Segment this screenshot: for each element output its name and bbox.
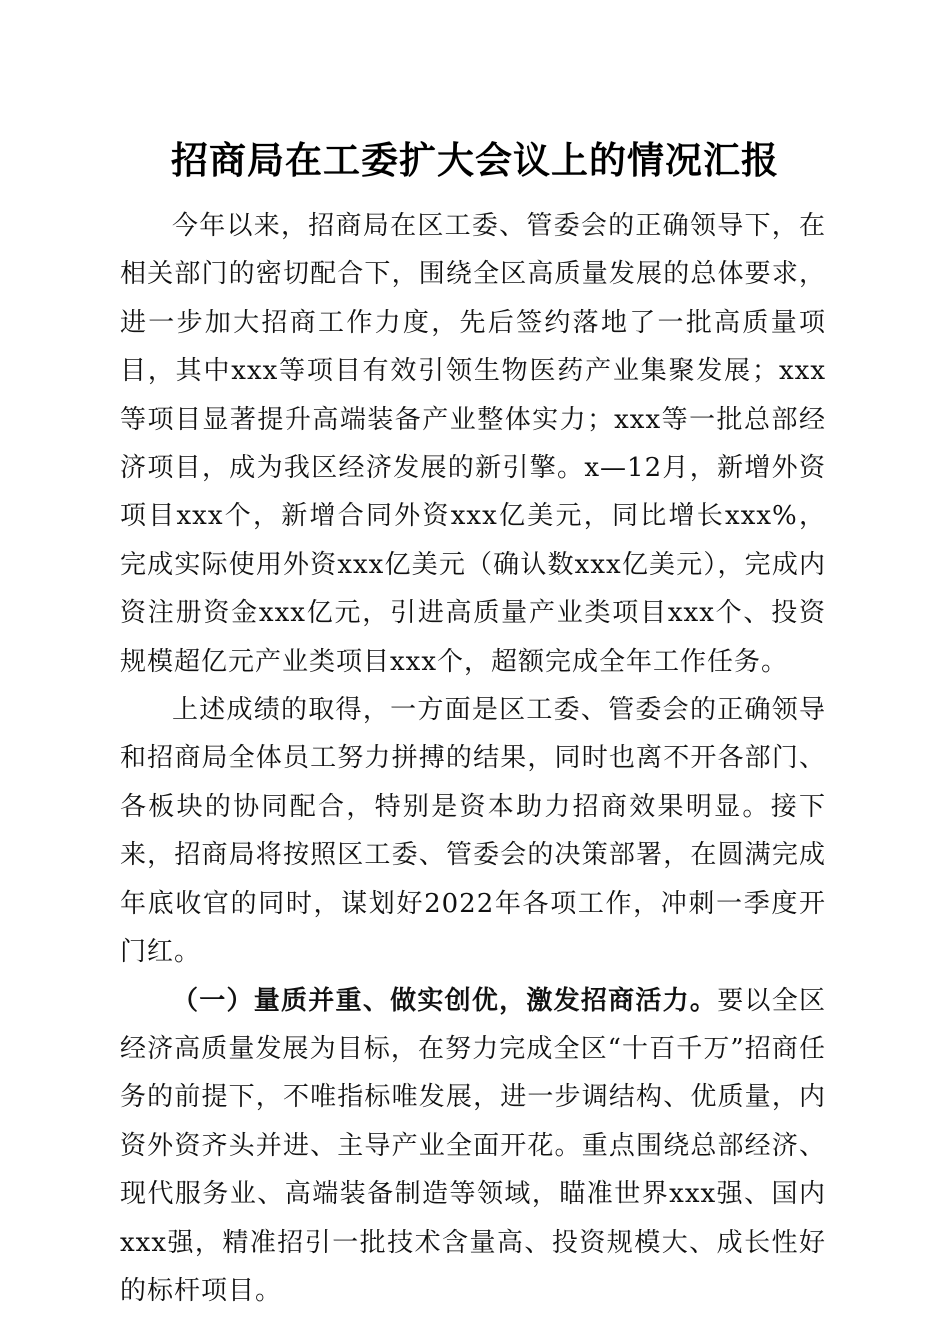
paragraph-3 xyxy=(120,977,826,1316)
paragraph-2-text: 上述成绩的取得，一方面是区工委、管委会的正确领导和招商局全体员工努力拼搏的结果，同时也离不开各部门、各板块的协同配合，特别是资本助力招商效果明显。接下来，招商局将按照区工委、管委会的决策部署，在圆满完成年底收官的同时，谋划好2022年各项工作，冲刺一季度开门红。 xyxy=(120,695,826,968)
paragraph-2 xyxy=(120,686,826,976)
paragraph-3-text: 要以全区经济高质量发展为目标，在努力完成全区“十百千万”招商任务的前提下，不唯指标唯发展，进一步调结构、优质量，内资外资齐头并进、主导产业全面开花。重点围绕总部经济、现代服务业、高端装备制造等领域，瞄准世界xxx强、国内xxx强，精准招引一批技术含量高、投资规模大、成长性好的标杆项目。 xyxy=(120,985,826,1306)
paragraph-1-text: 今年以来，招商局在区工委、管委会的正确领导下，在相关部门的密切配合下，围绕全区高质量发展的总体要求，进一步加大招商工作力度，先后签约落地了一批高质量项目，其中xxx等项目有效引领生物医药产业集聚发展；xxx等项目显著提升高端装备产业整体实力；xxx等一批总部经济项目，成为我区经济发展的新引擎。x—12月，新增外资项目xxx个，新增合同外资xxx亿美元，同比增长xxx%，完成实际使用外资xxx亿美元（确认数xxx亿美元），完成内资注册资金xxx亿元，引进高质量产业类项目xxx个、投资规模超亿元产业类项目xxx个，超额完成全年工作任务。 xyxy=(120,211,826,677)
paragraph-1 xyxy=(120,202,826,686)
document-body xyxy=(120,202,826,1315)
document-title: 招商局在工委扩大会议上的情况汇报 xyxy=(171,138,779,182)
section-heading: （一）量质并重、做实创优，激发招商活力。 xyxy=(172,985,718,1016)
